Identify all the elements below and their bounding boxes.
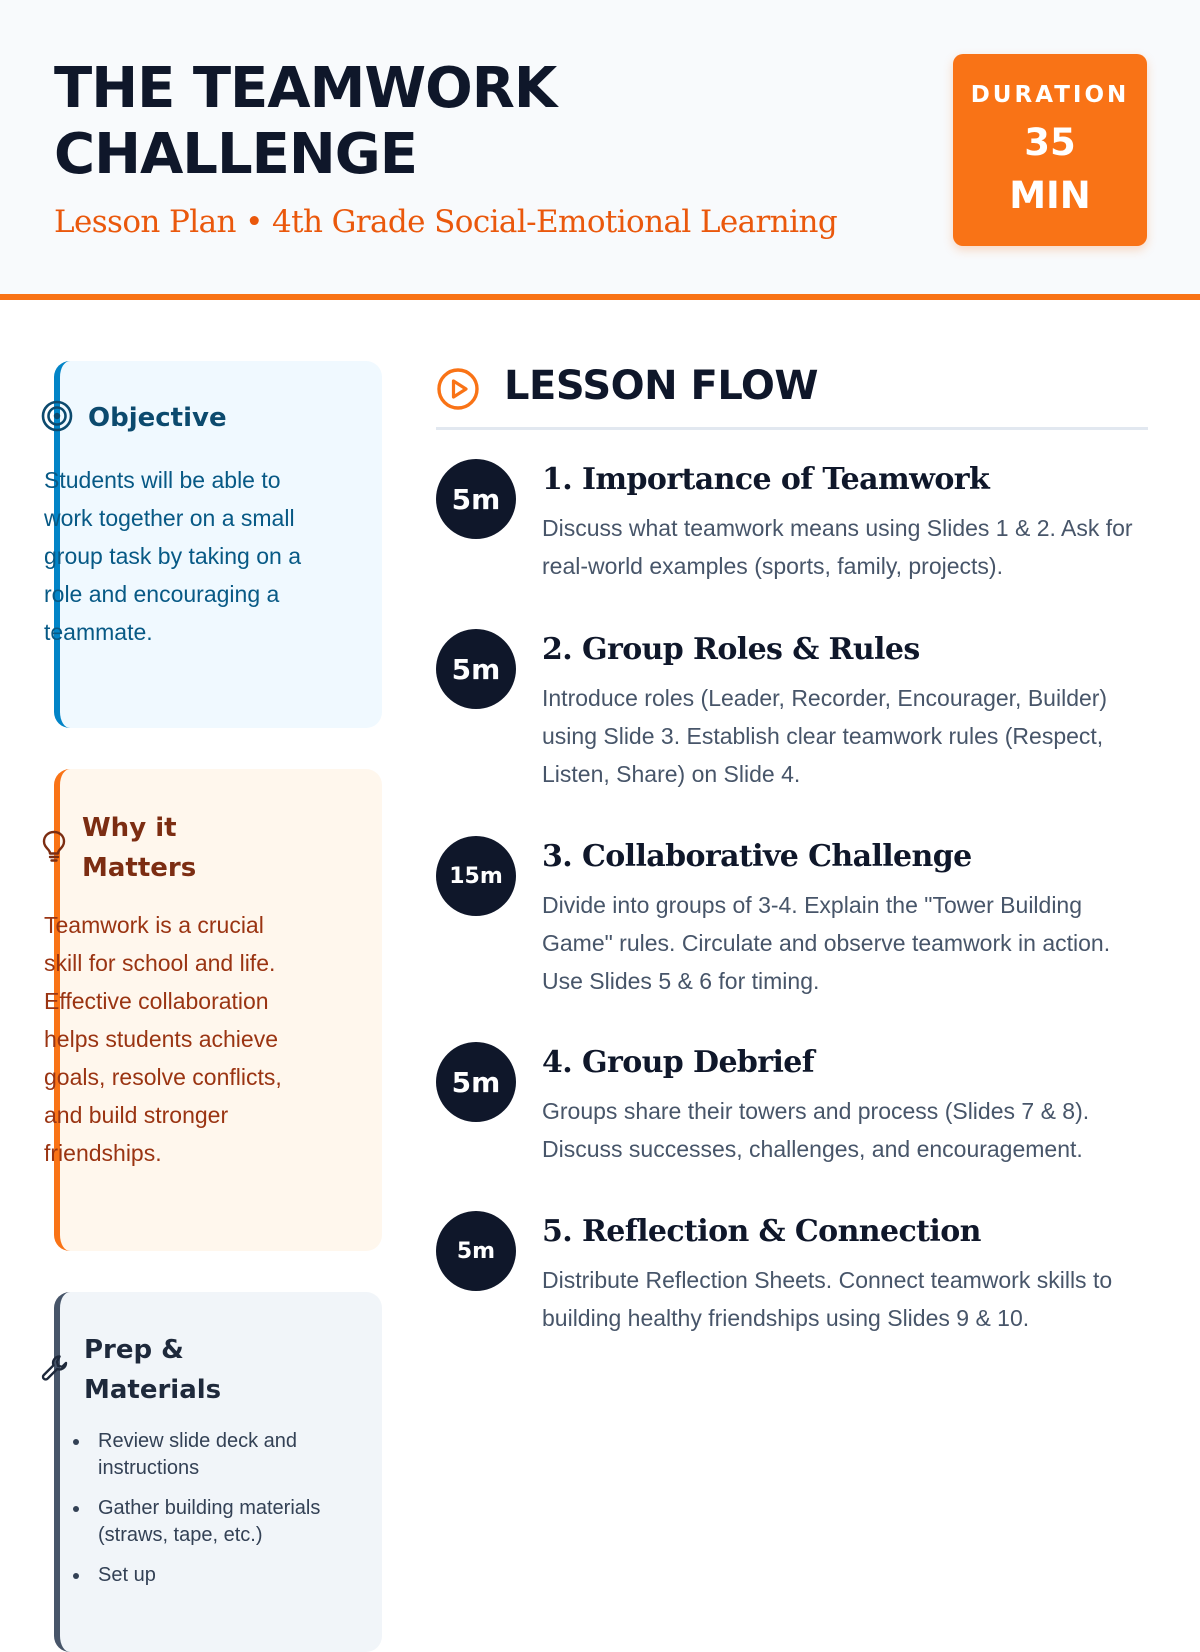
why-it-matters-title: Why it Matters bbox=[82, 813, 197, 883]
objective-text: Students will be able to work together on a small group task by taking on a role and encouraging a teammate. bbox=[44, 467, 301, 645]
step-description: Divide into groups of 3-4. Explain the "Tower Building Game" rules. Circulate and observe teamwork in action. Use Slides 5 & 6 for timing. bbox=[542, 892, 1111, 994]
objective-title: Objective bbox=[88, 403, 227, 433]
step-description: Groups share their towers and process (Slides 7 & 8). Discuss successes, challenges, and encouragement. bbox=[542, 1098, 1090, 1162]
list-item: Gather building materials (straws, tape, etc.) bbox=[70, 1495, 370, 1549]
lightbulb-icon bbox=[40, 829, 68, 868]
step-description: Introduce roles (Leader, Recorder, Encourager, Builder) using Slide 3. Establish clear teamwork rules (Respect, Listen, Share) on Slide 4. bbox=[542, 685, 1108, 787]
step-duration-badge: 15m bbox=[436, 836, 516, 916]
duration-value: 35 MIN bbox=[1009, 121, 1091, 217]
step-duration-badge: 5m bbox=[436, 459, 516, 539]
why-it-matters-text: Teamwork is a crucial skill for school and life. Effective collaboration helps students achieve goals, resolve conflicts, and build stronger friendships. bbox=[44, 912, 282, 1166]
objective-heading bbox=[40, 398, 227, 438]
prep-materials-heading bbox=[40, 1330, 221, 1410]
step-duration-badge: 5m bbox=[436, 1211, 516, 1291]
prep-materials-title: Prep & Materials bbox=[84, 1335, 222, 1405]
play-circle-icon bbox=[436, 367, 480, 416]
step-title: 1. Importance of Teamwork bbox=[542, 462, 990, 497]
wrench-icon bbox=[40, 1353, 70, 1388]
step-duration-badge: 5m bbox=[436, 1042, 516, 1122]
duration-label: DURATION bbox=[970, 82, 1130, 108]
page-title: THE TEAMWORK CHALLENGE bbox=[54, 56, 557, 187]
list-item: Review slide deck and instructions bbox=[70, 1428, 370, 1482]
target-icon bbox=[40, 399, 74, 438]
lesson-flow-heading bbox=[436, 360, 1148, 430]
step-title: 5. Reflection & Connection bbox=[542, 1214, 981, 1249]
step-title: 2. Group Roles & Rules bbox=[542, 632, 920, 667]
step-title: 3. Collaborative Challenge bbox=[542, 839, 972, 874]
why-it-matters-heading bbox=[40, 808, 196, 888]
lesson-flow-title: LESSON FLOW bbox=[504, 363, 819, 409]
step-description: Discuss what teamwork means using Slides 1 & 2. Ask for real-world examples (sports, family, projects). bbox=[542, 515, 1133, 579]
lesson-header bbox=[0, 0, 1200, 300]
step-title: 4. Group Debrief bbox=[542, 1045, 815, 1080]
page-subtitle: Lesson Plan • 4th Grade Social-Emotional Learning bbox=[54, 204, 838, 240]
step-description: Distribute Reflection Sheets. Connect teamwork skills to building healthy friendships using Slides 9 & 10. bbox=[542, 1267, 1113, 1331]
prep-materials-list bbox=[70, 1428, 370, 1602]
duration-badge bbox=[953, 54, 1147, 246]
list-item: Set up bbox=[70, 1562, 370, 1589]
step-duration-badge: 5m bbox=[436, 629, 516, 709]
